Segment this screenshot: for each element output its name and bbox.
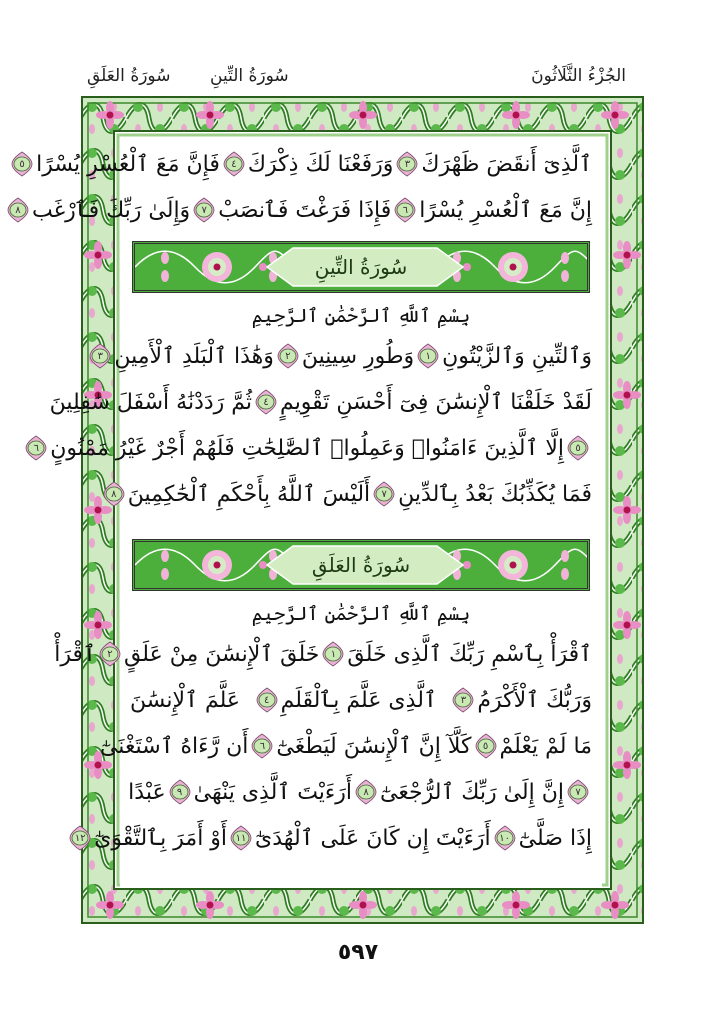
verse-text: إِنَّ مَعَ ٱلْعُسْرِ يُسْرًا xyxy=(419,197,592,223)
ayah-marker-icon xyxy=(394,197,416,223)
ayah-marker-icon xyxy=(99,641,121,667)
verse-line xyxy=(130,775,592,809)
verse-segment xyxy=(66,825,227,851)
ayah-number: ٣ xyxy=(404,158,411,170)
ayah-marker-icon xyxy=(322,641,344,667)
verse-segment xyxy=(319,641,592,667)
header-surah-alaq: سُورَةُ العَلَقِ xyxy=(87,66,171,86)
verse-segment xyxy=(253,687,437,713)
verse-segment xyxy=(472,733,592,759)
verse-line xyxy=(33,431,592,465)
ayah-marker-icon xyxy=(396,151,418,177)
verse-text: وَإِلَىٰ رَبِّكَ فَٱرْغَب xyxy=(31,197,191,223)
ayah-marker-icon xyxy=(567,435,589,461)
verse-line xyxy=(99,729,592,763)
verse-segment xyxy=(491,825,592,851)
ayah-number: ٢ xyxy=(107,648,113,660)
ayah-marker-icon xyxy=(355,779,377,805)
verse-segment xyxy=(166,779,352,805)
ayah-number: ٢ xyxy=(285,350,291,362)
verse-text: ٱقْرَأْ xyxy=(54,641,96,667)
verse-text: أَلَيْسَ ٱللَّهُ بِأَحْكَمِ ٱلْحَٰكِمِينَ xyxy=(127,481,371,507)
ayah-marker-icon xyxy=(230,825,252,851)
verse-text: ٱلَّذِى عَلَّمَ بِٱلْقَلَمِ xyxy=(280,687,437,713)
verse-segment xyxy=(50,390,252,415)
ayah-number: ٥ xyxy=(482,740,489,752)
verse-line xyxy=(130,683,592,717)
verse-segment xyxy=(414,343,592,369)
verse-segment xyxy=(190,197,391,223)
verse-segment xyxy=(391,197,592,223)
verse-text: وَٱلتِّينِ وَٱلزَّيْتُونِ xyxy=(442,343,592,369)
ayah-marker-icon xyxy=(373,481,395,507)
verse-segment xyxy=(370,481,592,507)
ayah-number: ٧ xyxy=(381,488,387,500)
verse-text: كَلَّآ إِنَّ ٱلْإِنسَٰنَ لَيَطْغَىٰٓ xyxy=(276,733,472,759)
ayah-marker-icon xyxy=(475,733,497,759)
ayah-marker-icon xyxy=(103,481,125,507)
verse-text: إِنَّ إِلَىٰ رَبِّكَ ٱلرُّجْعَىٰٓ xyxy=(380,779,564,805)
verse-text: مَا لَمْ يَعْلَمْ xyxy=(499,733,592,759)
ayah-number: ٧ xyxy=(201,204,207,216)
surah-title: سُورَةُ العَلَقِ xyxy=(311,553,411,577)
header-surah-tin: سُورَةُ التِّينِ xyxy=(210,66,289,86)
verse-line xyxy=(54,637,592,671)
verse-text: إِذَا صَلَّىٰٓ xyxy=(518,825,592,851)
verse-segment xyxy=(96,641,319,667)
verse-line xyxy=(49,385,592,419)
ayah-number: ٨ xyxy=(15,204,21,216)
verse-segment xyxy=(248,733,471,759)
verse-line xyxy=(111,477,592,511)
ayah-number: ٤ xyxy=(231,158,237,170)
verse-text: إِلَّا ٱلَّذِينَ ءَامَنُوا۟ وَعَمِلُوا۟ ٱلصَّٰلِحَٰتِ فَلَهُمْ أَجْرٌ غَيْرُ مَمْنُونٍ xyxy=(50,435,564,461)
ayah-number: ١١ xyxy=(235,832,247,844)
page-content xyxy=(15,137,602,887)
verse-text: فَإِنَّ مَعَ ٱلْعُسْرِ يُسْرًا xyxy=(36,151,220,177)
ayah-number: ٨ xyxy=(363,786,369,798)
verse-text: أَرَءَيْتَ إِن كَانَ عَلَى ٱلْهُدَىٰٓ xyxy=(255,825,491,851)
verse-segment xyxy=(128,780,165,805)
ayah-marker-icon xyxy=(255,389,277,415)
ayah-number: ٦ xyxy=(402,204,408,216)
ayah-marker-icon xyxy=(25,435,47,461)
ayah-number: ٣ xyxy=(460,694,467,706)
verse-line xyxy=(15,193,592,227)
ayah-marker-icon xyxy=(7,197,29,223)
verse-text: عَلَّمَ ٱلْإِنسَٰنَ xyxy=(130,687,240,713)
ayah-number: ١٢ xyxy=(74,832,86,844)
verse-text: ٱقْرَأْ بِٱسْمِ رَبِّكَ ٱلَّذِى خَلَقَ xyxy=(347,641,592,667)
basmala: بِسْمِ ٱللَّهِ ٱلرَّحْمَٰنِ ٱلرَّحِيمِ xyxy=(251,603,471,625)
ayah-number: ٧ xyxy=(575,786,581,798)
verse-segment xyxy=(449,687,592,713)
ayah-number: ١ xyxy=(425,350,431,362)
ayah-number: ٥ xyxy=(575,442,581,454)
verse-segment xyxy=(86,343,274,369)
verse-line xyxy=(19,147,592,181)
ayah-number: ٨ xyxy=(111,488,117,500)
ayah-marker-icon xyxy=(494,825,516,851)
verse-text: أَرَءَيْتَ ٱلَّذِى يَنْهَىٰ xyxy=(193,779,353,805)
verse-segment xyxy=(4,197,190,223)
verse-segment xyxy=(100,481,370,507)
ayah-marker-icon xyxy=(11,151,33,177)
ayah-marker-icon xyxy=(452,687,474,713)
ayah-marker-icon xyxy=(69,825,91,851)
verse-text: خَلَقَ ٱلْإِنسَٰنَ مِنْ عَلَقٍ xyxy=(123,641,320,667)
ayah-number: ٥ xyxy=(19,158,25,170)
verse-text: ٱلَّذِىٓ أَنقَضَ ظَهْرَكَ xyxy=(421,151,592,177)
ayah-marker-icon xyxy=(251,733,273,759)
verse-segment xyxy=(352,779,564,805)
ayah-number: ٣ xyxy=(97,350,104,362)
verse-segment xyxy=(227,825,491,851)
verse-segment xyxy=(564,435,592,461)
verse-segment xyxy=(252,389,592,415)
page-header xyxy=(0,66,716,96)
verse-segment xyxy=(54,642,96,667)
ayah-number: ١ xyxy=(330,648,337,660)
ayah-number: ٦ xyxy=(33,442,39,454)
surah-title: سُورَةُ التِّينِ xyxy=(314,255,408,279)
verse-text: وَرَبُّكَ ٱلْأَكْرَمُ xyxy=(477,687,592,713)
surah-banner-alaq xyxy=(132,539,590,591)
verse-segment xyxy=(8,151,220,177)
verse-segment xyxy=(274,343,414,369)
verse-text: وَرَفَعْنَا لَكَ ذِكْرَكَ xyxy=(247,151,394,177)
ayah-marker-icon xyxy=(256,687,278,713)
verse-text: عَبْدًا xyxy=(128,779,166,805)
ayah-marker-icon xyxy=(567,779,589,805)
ayah-marker-icon xyxy=(193,197,215,223)
verse-line xyxy=(74,821,592,855)
verse-segment xyxy=(393,151,592,177)
verse-text: فَإِذَا فَرَغْتَ فَٱنصَبْ xyxy=(218,197,392,223)
verse-segment xyxy=(100,734,248,759)
ayah-marker-icon xyxy=(223,151,245,177)
ayah-marker-icon xyxy=(169,779,191,805)
verse-segment xyxy=(130,688,240,713)
verse-text: وَطُورِ سِينِينَ xyxy=(301,343,415,369)
verse-segment xyxy=(564,779,592,805)
verse-segment xyxy=(22,435,564,461)
ayah-number: ٤ xyxy=(263,396,269,408)
verse-text: ثُمَّ رَدَدْنَٰهُ أَسْفَلَ سَٰفِلِينَ xyxy=(49,389,253,415)
ayah-number: ٦ xyxy=(259,740,266,752)
verse-text: أَن رَّءَاهُ ٱسْتَغْنَىٰٓ xyxy=(99,733,249,759)
ayah-marker-icon xyxy=(417,343,439,369)
ayah-number: ٤ xyxy=(263,694,270,706)
basmala: بِسْمِ ٱللَّهِ ٱلرَّحْمَٰنِ ٱلرَّحِيمِ xyxy=(251,305,471,327)
surah-banner-tin xyxy=(132,241,590,293)
ayah-marker-icon xyxy=(277,343,299,369)
verse-text: فَمَا يُكَذِّبُكَ بَعْدُ بِٱلدِّينِ xyxy=(398,481,592,507)
ayah-number: ٩ xyxy=(176,786,183,798)
verse-text: أَوْ أَمَرَ بِٱلتَّقْوَىٰٓ xyxy=(94,825,228,851)
verse-text: وَهَٰذَا ٱلْبَلَدِ ٱلْأَمِينِ xyxy=(114,343,274,369)
ayah-marker-icon xyxy=(89,343,111,369)
verse-line xyxy=(97,339,592,373)
page-number: ٥٩٧ xyxy=(337,940,379,965)
ayah-number: ١٠ xyxy=(499,832,511,844)
juz-label: الجُزْءُ الثَّلَاثُونَ xyxy=(531,66,626,86)
verse-text: لَقَدْ خَلَقْنَا ٱلْإِنسَٰنَ فِىٓ أَحْسَنِ تَقْوِيمٍ xyxy=(280,389,592,415)
verse-segment xyxy=(220,151,394,177)
